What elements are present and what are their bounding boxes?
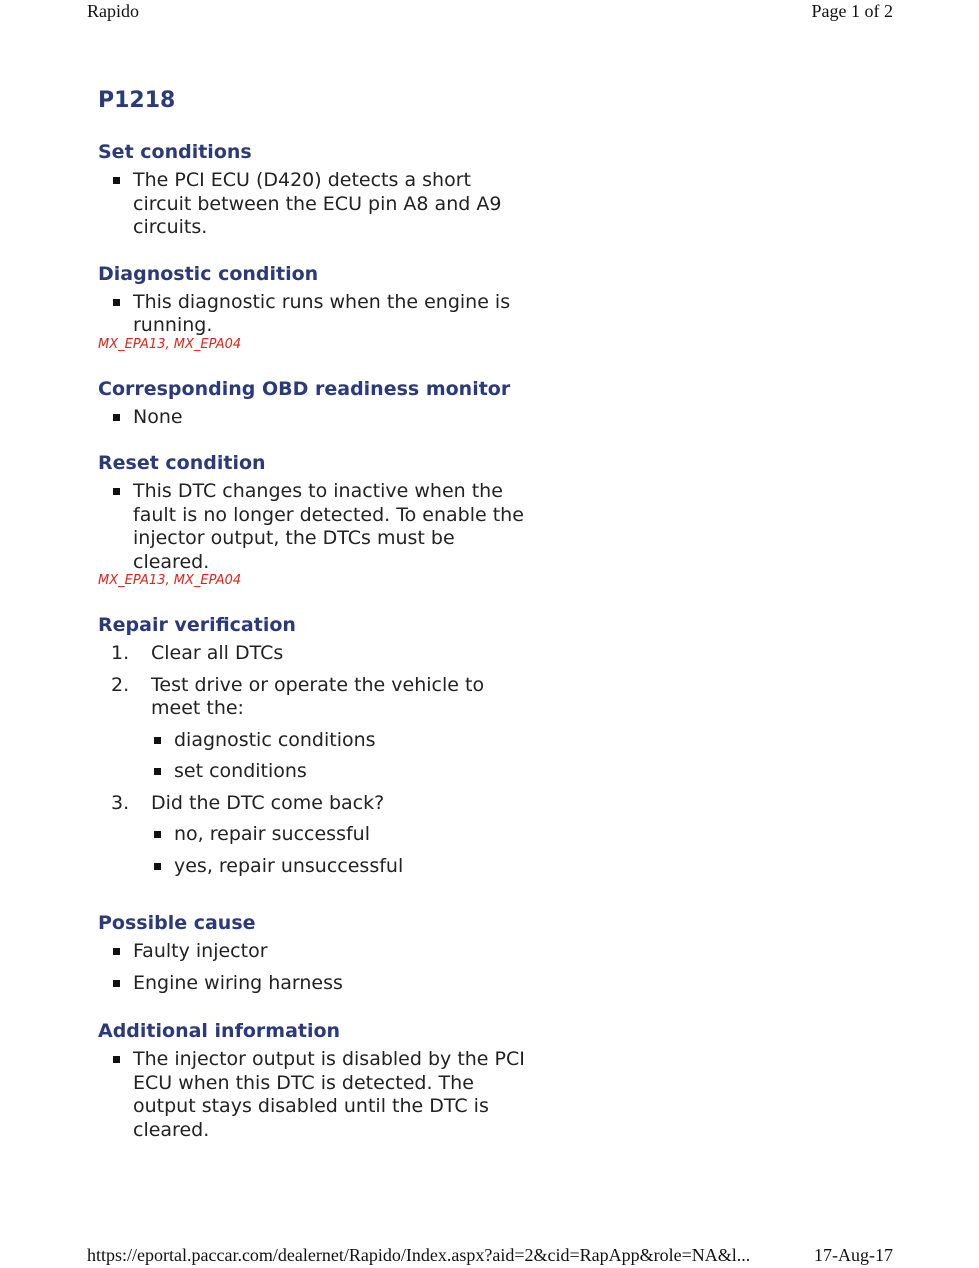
step-number: 3. — [111, 791, 130, 814]
list-item: This diagnostic runs when the engine is running. — [133, 291, 528, 338]
reference-note: MX_EPA13, MX_EPA04 — [98, 336, 242, 352]
list-item: The injector output is disabled by the PCI ECU when this DTC is detected. The output stays disabled until the DTC is cleared. — [133, 1048, 528, 1142]
square-bullet-icon — [113, 299, 120, 306]
list-item: This DTC changes to inactive when the fault is no longer detected. To enable the injector output, the DTCs must be cleared. — [133, 480, 528, 574]
square-bullet-icon — [154, 737, 161, 744]
bullet-list — [98, 940, 528, 995]
print-header — [0, 0, 979, 24]
list-item: None — [133, 406, 528, 430]
square-bullet-icon — [113, 177, 120, 184]
bullet-list — [98, 1048, 528, 1142]
section-diagnostic-condition — [98, 260, 528, 353]
list-item: diagnostic conditions — [174, 729, 528, 753]
step-number: 1. — [111, 642, 130, 664]
list-item: Faulty injector — [133, 940, 528, 964]
section-title: Set conditions — [98, 141, 252, 163]
square-bullet-icon — [113, 488, 120, 495]
step-number: 2. — [111, 673, 130, 696]
list-item: Engine wiring harness — [133, 972, 528, 996]
document-body — [98, 86, 528, 1150]
footer-url: https://eportal.paccar.com/dealernet/Rapido/Index.aspx?aid=2&cid=RapApp&role=NA&l... — [87, 1245, 751, 1265]
sub-bullet-list — [151, 729, 528, 784]
square-bullet-icon — [113, 980, 120, 987]
square-bullet-icon — [113, 948, 120, 955]
section-title: Reset condition — [98, 452, 266, 474]
list-item: no, repair successful — [174, 823, 528, 847]
section-repair-verification — [98, 611, 528, 878]
section-set-conditions — [98, 138, 528, 240]
bullet-list — [98, 169, 528, 240]
section-additional-information — [98, 1017, 528, 1142]
section-title: Corresponding OBD readiness monitor — [98, 377, 511, 400]
section-title: Possible cause — [98, 912, 256, 934]
numbered-list — [98, 642, 528, 878]
square-bullet-icon — [113, 1056, 120, 1063]
section-title: Diagnostic condition — [98, 262, 319, 285]
sub-bullet-list — [151, 823, 528, 878]
list-item: The PCI ECU (D420) detects a short circuit between the ECU pin A8 and A9 circuits. — [133, 169, 528, 240]
bullet-list — [98, 480, 528, 574]
section-obd-monitor — [98, 375, 528, 430]
list-item: 1. Clear all DTCs — [111, 642, 284, 664]
list-item: 3. Did the DTC come back? no, repair successful yes, repair unsuccessful — [151, 792, 528, 879]
section-possible-cause — [98, 909, 528, 995]
header-app-name: Rapido — [87, 1, 139, 21]
square-bullet-icon — [154, 831, 161, 838]
list-item: yes, repair unsuccessful — [174, 855, 528, 879]
footer-date: 17-Aug-17 — [814, 1245, 893, 1265]
page-title: P1218 — [98, 88, 176, 113]
bullet-list — [98, 291, 528, 338]
list-item: set conditions — [174, 760, 528, 784]
section-reset-condition — [98, 449, 528, 589]
print-footer — [0, 1244, 979, 1268]
section-title: Repair verification — [98, 614, 296, 636]
section-title: Additional information — [98, 1020, 341, 1042]
square-bullet-icon — [113, 414, 120, 421]
reference-note: MX_EPA13, MX_EPA04 — [98, 573, 242, 588]
square-bullet-icon — [154, 863, 161, 870]
bullet-list — [98, 406, 528, 430]
square-bullet-icon — [154, 768, 161, 775]
list-item: 2. Test drive or operate the vehicle to meet the: diagnostic conditions set conditions — [151, 674, 528, 784]
header-page-number: Page 1 of 2 — [811, 1, 893, 21]
